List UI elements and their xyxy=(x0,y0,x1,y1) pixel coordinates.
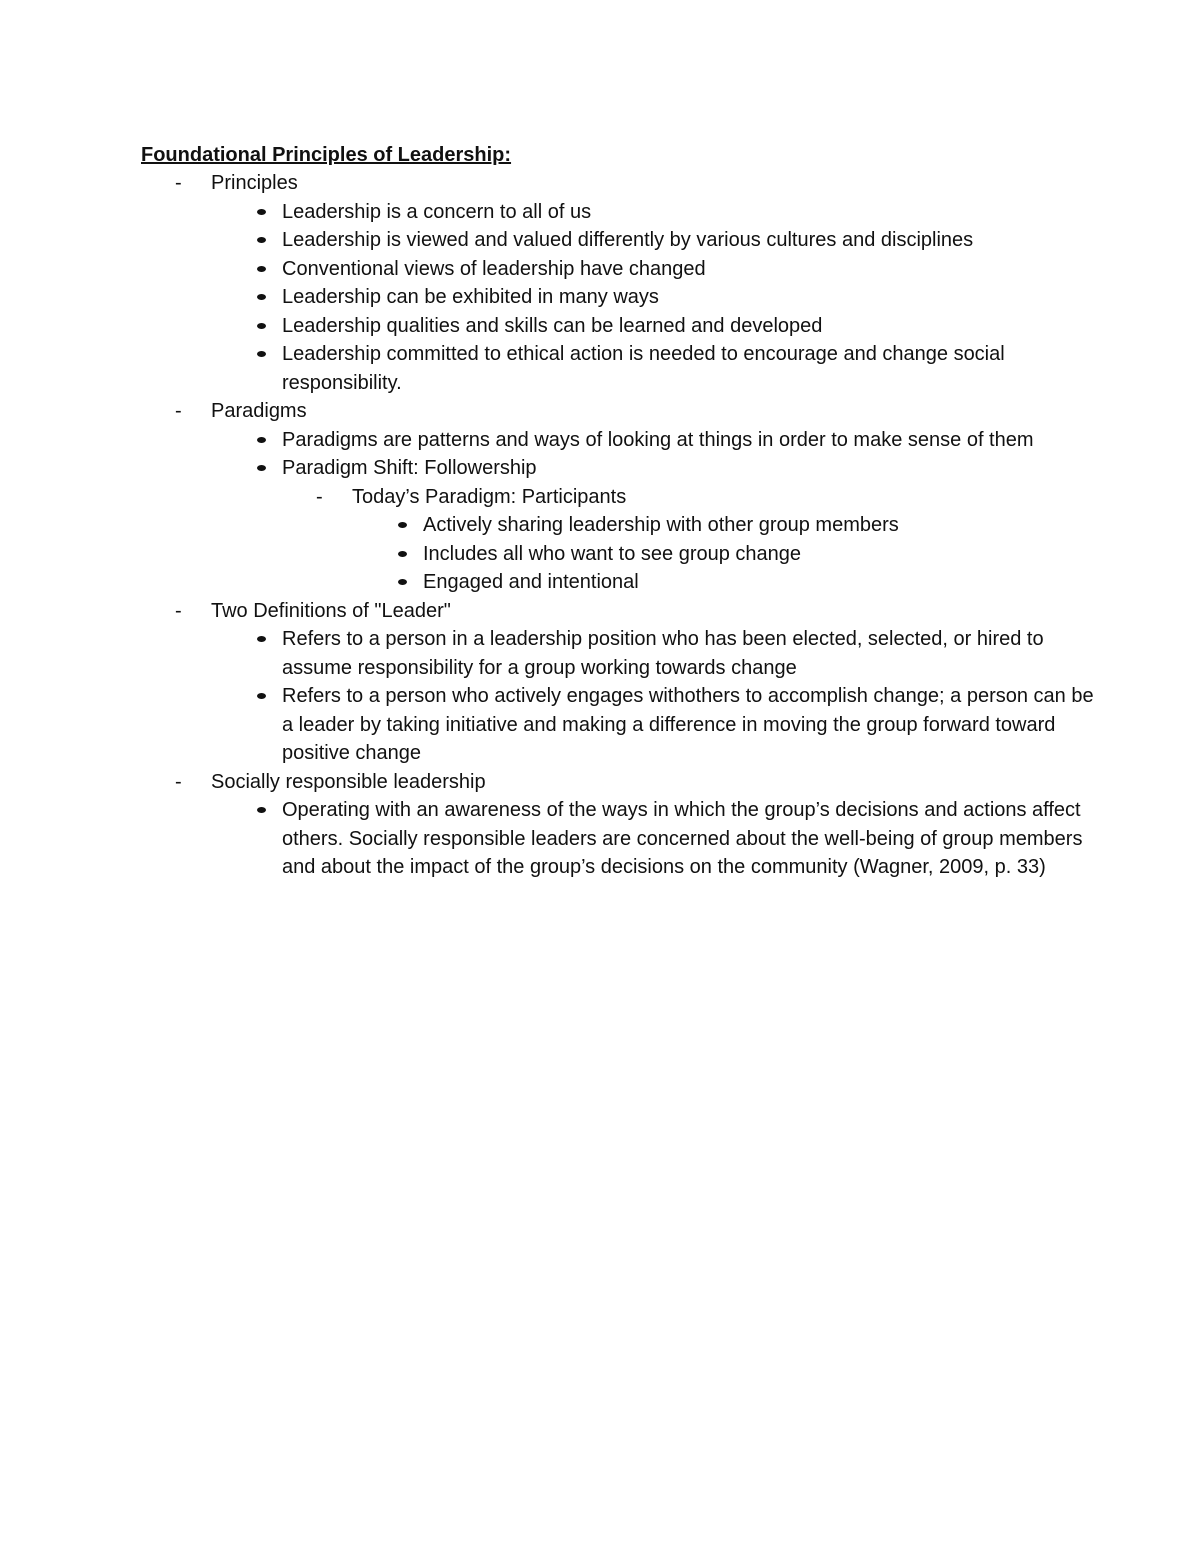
list-item xyxy=(211,682,1100,768)
bullet-icon xyxy=(257,323,266,329)
bullet-icon xyxy=(257,266,266,272)
list-item xyxy=(211,796,1100,882)
list-item xyxy=(352,568,1100,597)
bullet-icon xyxy=(257,465,266,471)
bullet-list xyxy=(211,625,1100,768)
bullet-text: Leadership committed to ethical action is needed to encourage and change social responsibility. xyxy=(282,343,1005,394)
bullet-text: Operating with an awareness of the ways in which the group’s decisions and actions affect others. Socially responsible leaders are concerned about the well-being of group members and about the impact of the group’s decisions on the community (Wagner, 2009, p. 33) xyxy=(282,799,1083,878)
bullet-icon xyxy=(398,579,407,585)
list-item xyxy=(211,454,1100,597)
section-label: Socially responsible leadership xyxy=(211,770,486,793)
sub-bullet-list xyxy=(352,511,1100,597)
section-definitions xyxy=(141,597,1100,768)
section-label: Principles xyxy=(211,172,298,194)
section-socially-responsible xyxy=(141,768,1100,882)
list-item xyxy=(211,283,1100,312)
bullet-text: Paradigms are patterns and ways of looking at things in order to make sense of them xyxy=(282,428,1034,451)
section-label: Paradigms xyxy=(211,400,307,422)
bullet-text: Conventional views of leadership have changed xyxy=(282,257,706,280)
bullet-icon xyxy=(257,209,266,215)
dash-marker: - xyxy=(316,485,323,508)
bullet-icon xyxy=(257,693,266,699)
section-principles xyxy=(141,169,1100,397)
list-item xyxy=(211,340,1100,397)
dash-marker: - xyxy=(175,599,182,622)
list-item xyxy=(211,426,1100,455)
bullet-icon xyxy=(398,522,407,528)
dash-marker: - xyxy=(175,400,182,422)
list-item xyxy=(211,198,1100,227)
bullet-text: Refers to a person in a leadership position who has been elected, selected, or hired to assume responsibility for a group working towards change xyxy=(282,628,1044,679)
bullet-icon xyxy=(257,237,266,243)
outline-list xyxy=(141,169,1100,882)
list-item xyxy=(211,255,1100,284)
bullet-list xyxy=(211,198,1100,398)
bullet-icon xyxy=(257,636,266,642)
bullet-icon xyxy=(257,807,266,813)
page-title: Foundational Principles of Leadership: xyxy=(141,144,512,166)
bullet-text: Paradigm Shift: Followership xyxy=(282,457,537,479)
dash-marker: - xyxy=(175,172,182,194)
bullet-icon xyxy=(257,437,266,443)
bullet-text: Includes all who want to see group change xyxy=(423,542,802,565)
bullet-text: Engaged and intentional xyxy=(423,571,639,593)
bullet-text: Leadership is viewed and valued differently by various cultures and disciplines xyxy=(282,229,974,251)
bullet-icon xyxy=(398,551,407,557)
bullet-icon xyxy=(257,351,266,357)
bullet-list xyxy=(211,426,1100,597)
list-item xyxy=(211,625,1100,682)
section-label: Two Definitions of "Leader" xyxy=(211,599,451,622)
list-item xyxy=(211,226,1100,255)
list-item xyxy=(211,312,1100,341)
section-paradigms xyxy=(141,397,1100,597)
list-item xyxy=(352,511,1100,540)
dash-marker: - xyxy=(175,770,182,793)
bullet-list xyxy=(211,796,1100,882)
bullet-text: Refers to a person who actively engages withothers to accomplish change; a person can be a leader by taking initiative and making a difference in moving the group forward toward positive change xyxy=(282,685,1094,764)
bullet-text: Leadership qualities and skills can be learned and developed xyxy=(282,314,823,337)
sub-outline-list xyxy=(282,483,1100,597)
bullet-text: Leadership is a concern to all of us xyxy=(282,200,592,223)
bullet-text: Actively sharing leadership with other group members xyxy=(423,514,899,536)
bullet-icon xyxy=(257,294,266,300)
sub-section-label: Today’s Paradigm: Participants xyxy=(352,485,627,508)
list-item xyxy=(352,540,1100,569)
bullet-text: Leadership can be exhibited in many ways xyxy=(282,286,659,308)
sub-section-todays-paradigm xyxy=(282,483,1100,597)
